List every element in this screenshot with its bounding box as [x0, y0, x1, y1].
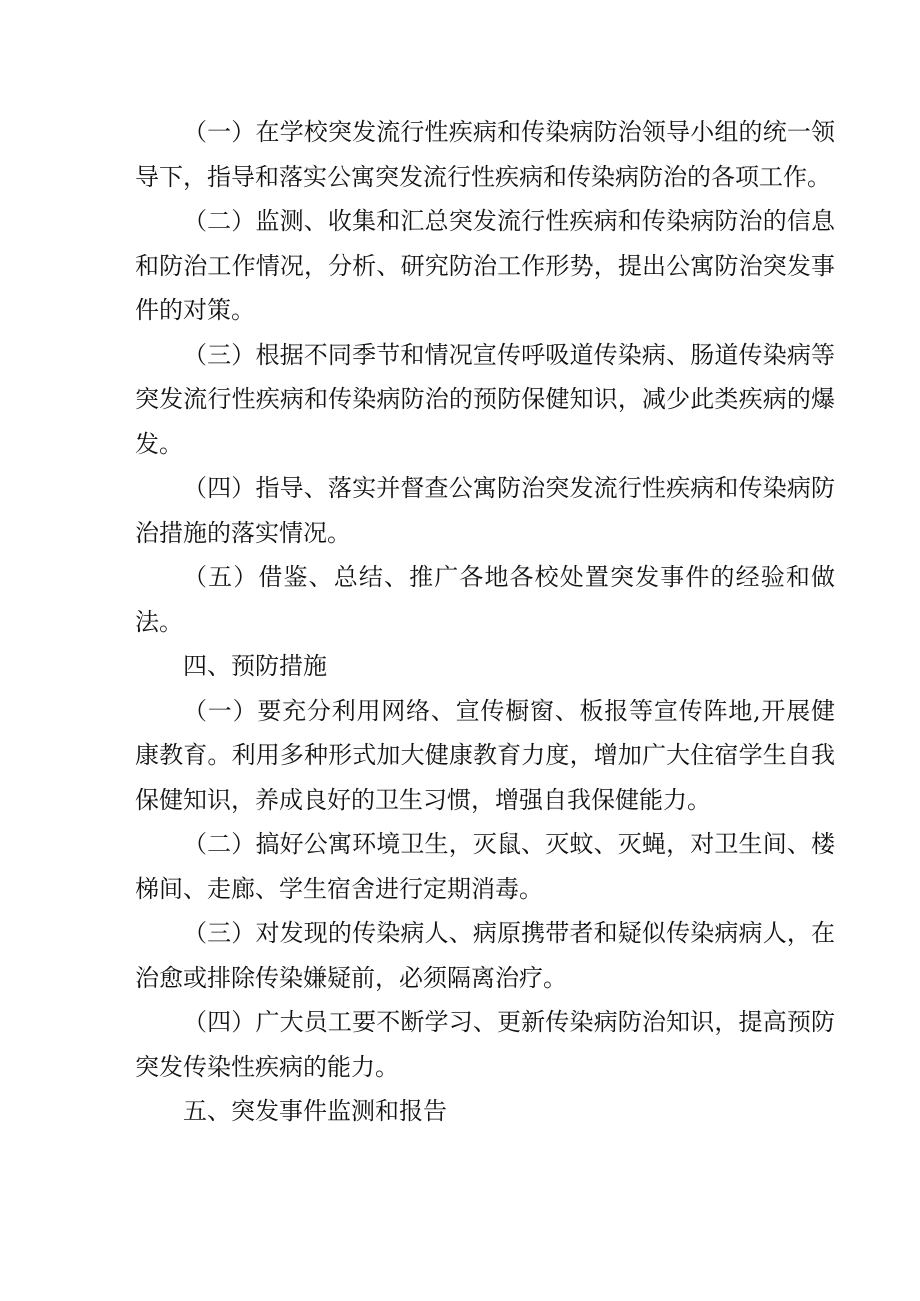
- document-body: [135, 110, 835, 1134]
- paragraph-1: （一）在学校突发流行性疾病和传染病防治领导小组的统一领导下，指导和落实公寓突发流行性疾病和传染病防治的各项工作。: [135, 118, 835, 191]
- paragraph-2: （二）监测、收集和汇总突发流行性疾病和传染病防治的信息和防治工作情况，分析、研究防治工作形势，提出公寓防治突发事件的对策。: [135, 207, 835, 324]
- paragraph-6: （一）要充分利用网络、宣传橱窗、板报等宣传阵地,开展健康教育。利用多种形式加大健康教育力度，增加广大住宿学生自我保健知识，养成良好的卫生习惯，增强自我保健能力。: [135, 696, 835, 814]
- paragraph-8: （三）对发现的传染病人、病原携带者和疑似传染病病人，在治愈或排除传染嫌疑前，必须隔离治疗。: [135, 919, 835, 992]
- section-heading-monitoring: 五、突发事件监测和报告: [183, 1097, 447, 1125]
- paragraph-3: （三）根据不同季节和情况宣传呼吸道传染病、肠道传染病等突发流行性疾病和传染病防治的预防保健知识，减少此类疾病的爆发。: [135, 340, 835, 458]
- paragraph-9: （四）广大员工要不断学习、更新传染病防治知识，提高预防突发传染性疾病的能力。: [135, 1008, 835, 1081]
- paragraph-5: （五）借鉴、总结、推广各地各校处置突发事件的经验和做法。: [135, 563, 835, 636]
- paragraph-4: （四）指导、落实并督查公寓防治突发流行性疾病和传染病防治措施的落实情况。: [135, 474, 835, 547]
- paragraph-7: （二）搞好公寓环境卫生，灭鼠、灭蚊、灭蝇，对卫生间、楼梯间、走廊、学生宿舍进行定期消毒。: [135, 830, 835, 903]
- section-heading-prevention: 四、预防措施: [183, 652, 327, 680]
